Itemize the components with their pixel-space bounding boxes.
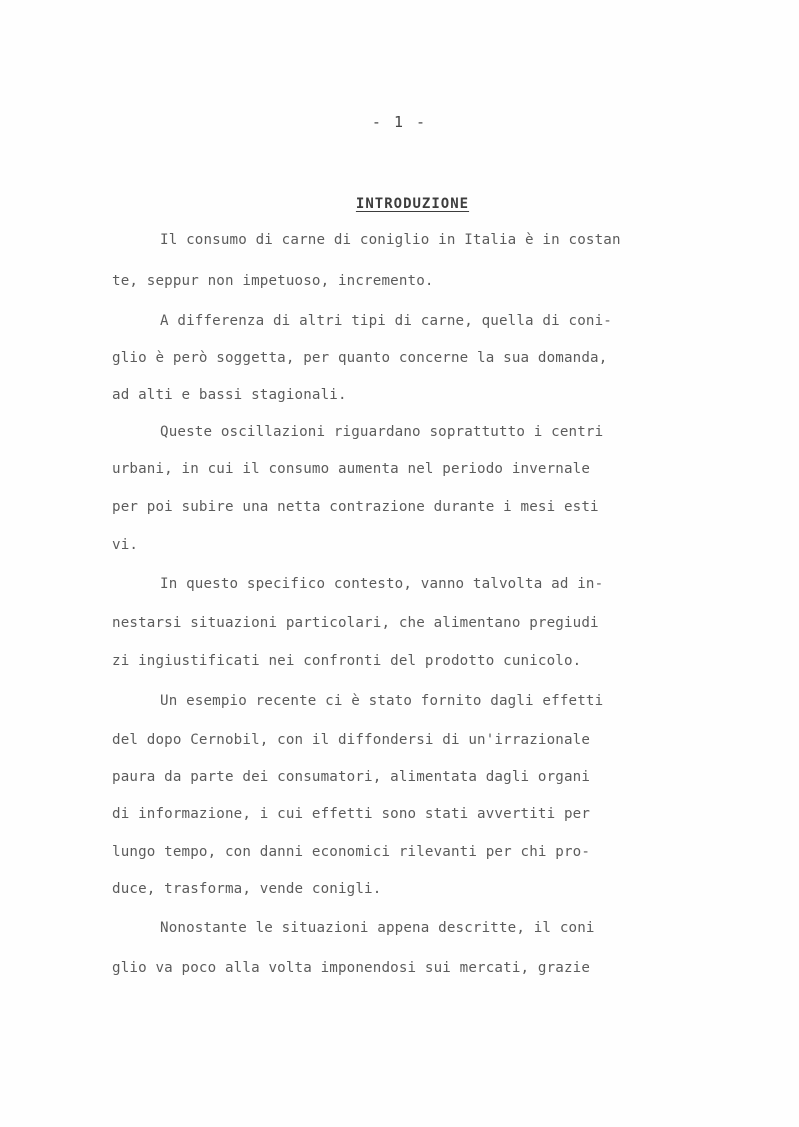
text-line: lungo tempo, con danni economici rilevanti per chi pro- xyxy=(112,844,591,860)
text-line: urbani, in cui il consumo aumenta nel periodo invernale xyxy=(112,461,591,477)
text-line: vi. xyxy=(112,537,139,553)
text-line: nestarsi situazioni particolari, che alimentano pregiudi xyxy=(112,615,599,631)
text-line: Il consumo di carne di coniglio in Italia è in costan xyxy=(160,232,621,248)
text-line: Queste oscillazioni riguardano soprattutto i centri xyxy=(160,424,604,440)
section-heading: INTRODUZIONE xyxy=(355,196,470,212)
text-line: Nonostante le situazioni appena descritte, il coni xyxy=(160,920,595,936)
text-line: Un esempio recente ci è stato fornito dagli effetti xyxy=(160,693,604,709)
text-line: glio è però soggetta, per quanto concerne la sua domanda, xyxy=(112,350,608,366)
page-number: - 1 - xyxy=(371,113,428,131)
text-line: zi ingiustificati nei confronti del prodotto cunicolo. xyxy=(112,653,582,669)
text-line: glio va poco alla volta imponendosi sui mercati, grazie xyxy=(112,960,591,976)
text-line: A differenza di altri tipi di carne, quella di coni- xyxy=(160,313,612,329)
text-line: te, seppur non impetuoso, incremento. xyxy=(112,273,434,289)
text-line: duce, trasforma, vende conigli. xyxy=(112,881,382,897)
text-line: In questo specifico contesto, vanno talvolta ad in- xyxy=(160,576,604,592)
text-line: ad alti e bassi stagionali. xyxy=(112,387,347,403)
text-line: per poi subire una netta contrazione durante i mesi esti xyxy=(112,499,599,515)
text-line: paura da parte dei consumatori, alimentata dagli organi xyxy=(112,769,591,785)
text-line: di informazione, i cui effetti sono stati avvertiti per xyxy=(112,806,591,822)
text-line: del dopo Cernobil, con il diffondersi di un'irrazionale xyxy=(112,732,591,748)
